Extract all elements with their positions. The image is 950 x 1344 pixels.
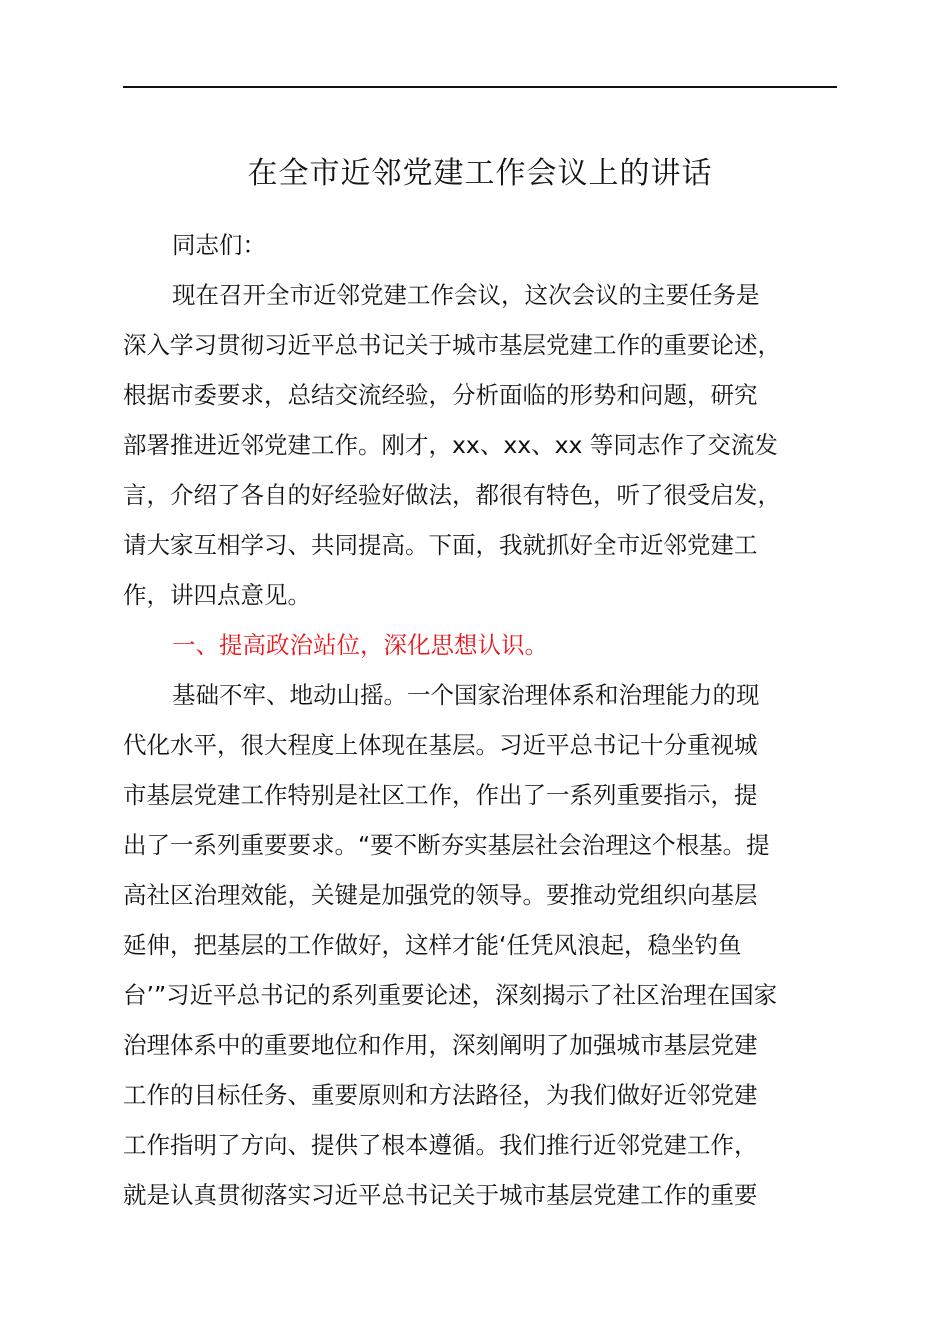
paragraph-line: 作，讲四点意见。 bbox=[123, 581, 311, 609]
section-heading-1: 一、提高政治站位，深化思想认识。 bbox=[172, 631, 548, 659]
paragraph-line: 言，介绍了各自的好经验好做法，都很有特色，听了很受启发， bbox=[123, 481, 781, 509]
paragraph-line: 工作的目标任务、重要原则和方法路径，为我们做好近邻党建 bbox=[123, 1081, 758, 1109]
paragraph-line: 延伸，把基层的工作做好，这样才能‘任凭风浪起，稳坐钓鱼 bbox=[123, 931, 742, 959]
paragraph-line: 请大家互相学习、共同提高。下面，我就抓好全市近邻党建工 bbox=[123, 531, 758, 559]
paragraph-1 bbox=[123, 270, 837, 620]
paragraph-line: 就是认真贯彻落实习近平总书记关于城市基层党建工作的重要 bbox=[123, 1181, 758, 1209]
paragraph-line: 深入学习贯彻习近平总书记关于城市基层党建工作的重要论述， bbox=[123, 331, 781, 359]
paragraph-line: 出了一系列重要要求。“要不断夯实基层社会治理这个根基。提 bbox=[123, 831, 770, 859]
paragraph-line: 基础不牢、地动山摇。一个国家治理体系和治理能力的现 bbox=[172, 681, 760, 709]
document-body bbox=[123, 220, 837, 1220]
paragraph-line: 部署推进近邻党建工作。刚才，xx、xx、xx 等同志作了交流发 bbox=[123, 431, 778, 459]
header-rule bbox=[123, 86, 837, 88]
paragraph-line: 高社区治理效能，关键是加强党的领导。要推动党组织向基层 bbox=[123, 881, 758, 909]
paragraph-line: 现在召开全市近邻党建工作会议，这次会议的主要任务是 bbox=[172, 281, 760, 309]
paragraph-2 bbox=[123, 670, 837, 1220]
paragraph-line: 治理体系中的重要地位和作用，深刻阐明了加强城市基层党建 bbox=[123, 1031, 758, 1059]
document-title: 在全市近邻党建工作会议上的讲话 bbox=[247, 156, 713, 191]
paragraph-line: 根据市委要求，总结交流经验，分析面临的形势和问题，研究 bbox=[123, 381, 758, 409]
salutation: 同志们： bbox=[172, 231, 266, 259]
paragraph-line: 代化水平，很大程度上体现在基层。习近平总书记十分重视城 bbox=[123, 731, 758, 759]
paragraph-line: 市基层党建工作特别是社区工作，作出了一系列重要指示，提 bbox=[123, 781, 758, 809]
paragraph-line: 台’”习近平总书记的系列重要论述，深刻揭示了社区治理在国家 bbox=[123, 981, 778, 1009]
paragraph-line: 工作指明了方向、提供了根本遵循。我们推行近邻党建工作， bbox=[123, 1131, 758, 1159]
